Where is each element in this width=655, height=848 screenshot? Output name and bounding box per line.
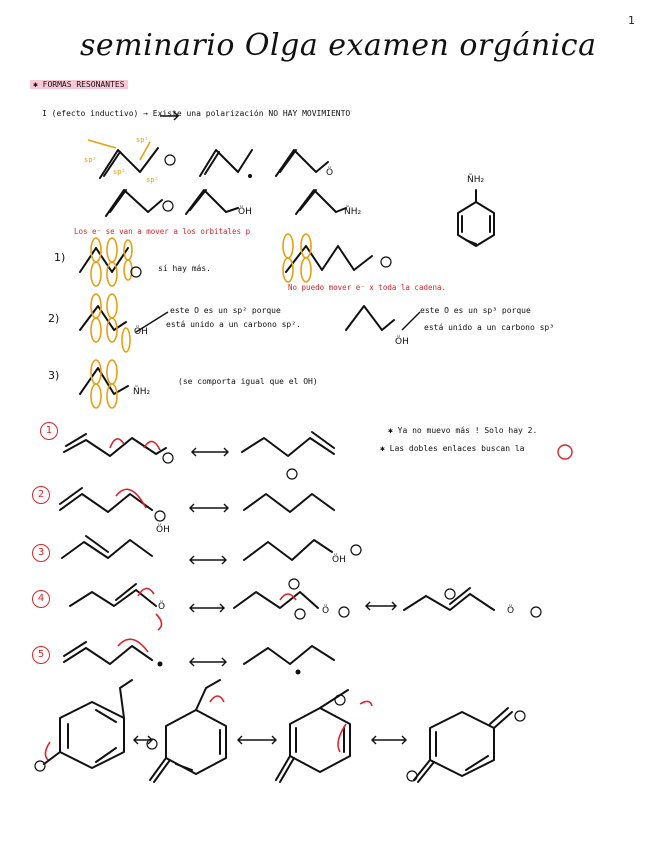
section-heading: ✱ FORMAS RESONANTES (30, 80, 128, 89)
note-item2-b: está unido a un carbono sp². (166, 320, 301, 329)
circled-number: 3 (32, 544, 50, 562)
note-item2-a: este O es un sp² porque (170, 306, 281, 315)
intro-line: I (efecto inductivo) → Existe una polarización NO HAY MOVIMIENTO (42, 109, 351, 118)
side-note-b: ✱ Las dobles enlaces buscan la (380, 444, 525, 453)
hydroxyl-label: ÖH (395, 337, 409, 347)
circled-number: 4 (32, 590, 50, 608)
benzene-ring (458, 202, 494, 246)
aniline-amine-label: ÑH₂ (467, 175, 485, 185)
hydroxyl-label: ÖH (156, 525, 170, 535)
orbital-label: sp² (84, 156, 97, 164)
oxygen-label: Ö (507, 606, 515, 616)
note-item1: sí hay más. (158, 264, 211, 273)
page-title: seminario Olga examen orgánica (80, 28, 597, 63)
note-item2-side-b: está unido a un carbono sp³ (424, 323, 555, 332)
amine-label: ÑH₂ (344, 207, 362, 217)
hydroxyl-label: ÖH (238, 207, 252, 217)
page-number: 1 (628, 14, 635, 27)
note-no-move: No puedo mover e⁻ x toda la cadena. (288, 283, 447, 292)
hydroxyl-label: ÖH (332, 555, 346, 565)
list-number: 1) (54, 251, 66, 264)
orbital-label: sp² (146, 176, 159, 184)
oxygen-label: Ö (158, 602, 166, 612)
circled-number: 2 (32, 486, 50, 504)
side-note-a: ✱ Ya no muevo más ! Solo hay 2. (388, 426, 538, 435)
circled-number: 1 (40, 422, 58, 440)
note-item2-side-a: este O es un sp³ porque (420, 306, 531, 315)
orbital-label: sp² (136, 136, 149, 144)
amine-label: ÑH₂ (133, 387, 151, 397)
list-number: 2) (48, 312, 60, 325)
circled-number: 5 (32, 646, 50, 664)
orbital-label: sp² (113, 168, 126, 176)
list-number: 3) (48, 369, 60, 382)
oxygen-label: Ö (326, 168, 334, 178)
note-item3: (se comporta igual que el OH) (178, 377, 318, 386)
note-electrons-move: Los e⁻ se van a mover a los orbitales p (74, 227, 251, 236)
allyl-chain (100, 148, 158, 178)
oxygen-label: Ö (322, 606, 330, 616)
hydroxyl-label: ÖH (134, 327, 148, 337)
